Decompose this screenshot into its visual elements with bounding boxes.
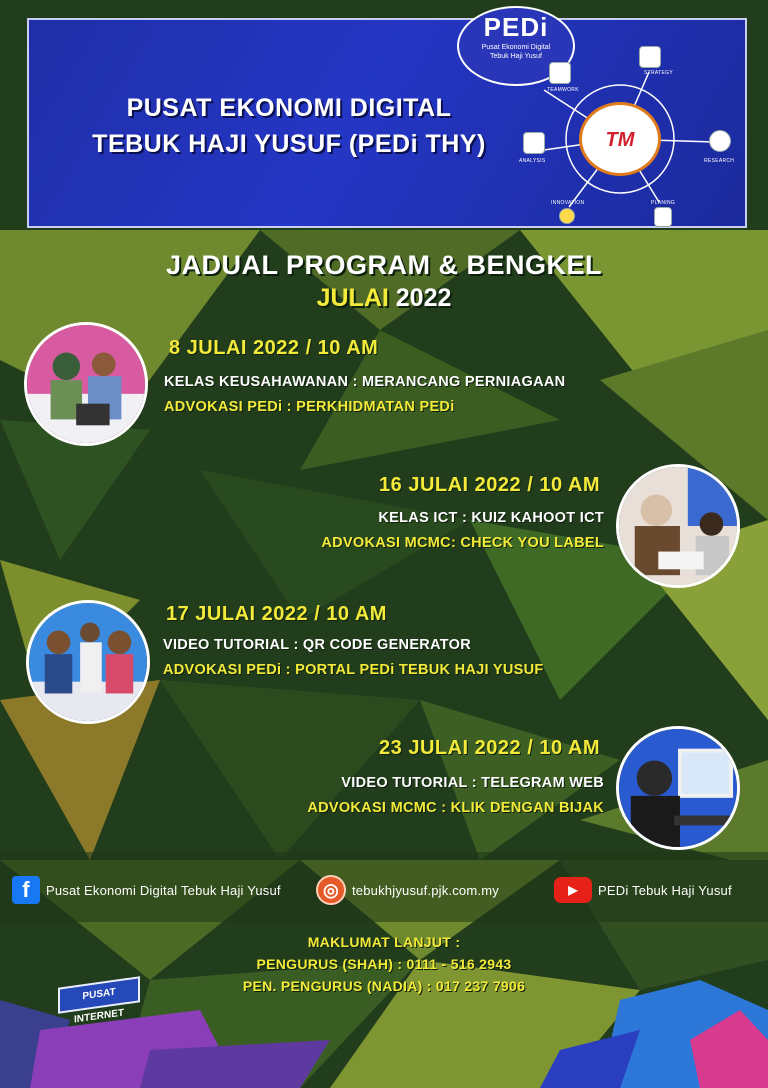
header-banner bbox=[27, 12, 747, 228]
teamwork-icon bbox=[549, 62, 571, 84]
contact-assistant: PEN. PENGURUS (NADIA) : 017 237 7906 bbox=[242, 978, 526, 994]
event-photo-1 bbox=[24, 322, 148, 446]
contact-heading: MAKLUMAT LANJUT : bbox=[307, 934, 461, 950]
youtube-label: PEDi Tebuk Haji Yusuf bbox=[598, 882, 732, 898]
schedule-month: JULAI bbox=[316, 284, 389, 312]
label-analysis: ANALYSIS bbox=[519, 158, 546, 164]
analysis-icon bbox=[523, 132, 545, 154]
logo-subtitle-2: Tebuk Haji Yusuf bbox=[489, 53, 542, 60]
business-hub-diagram bbox=[499, 42, 768, 232]
label-research: RESEARCH bbox=[704, 158, 735, 164]
event-title-3: VIDEO TUTORIAL : QR CODE GENERATOR bbox=[163, 637, 472, 653]
label-strategy: STRATEGY bbox=[644, 70, 673, 76]
logo-text: PEDi bbox=[483, 12, 549, 42]
schedule-subtitle bbox=[0, 284, 768, 313]
event-advocacy-3: ADVOKASI PEDi : PORTAL PEDi TEBUK HAJI YUSUF bbox=[163, 662, 544, 678]
facebook-icon: f bbox=[12, 876, 40, 904]
globe-icon: ◎ bbox=[316, 875, 346, 905]
website-link[interactable] bbox=[316, 870, 499, 910]
lightbulb-icon bbox=[559, 208, 575, 224]
banner-title-line-2: TEBUK HAJI YUSUF (PEDi THY) bbox=[92, 130, 486, 158]
tm-logo: TM bbox=[579, 102, 661, 176]
youtube-icon: ▶ bbox=[554, 877, 592, 903]
website-label: tebukhjyusuf.pjk.com.my bbox=[352, 882, 499, 898]
event-date-2: 16 JULAI 2022 / 10 AM bbox=[379, 474, 600, 496]
label-innovation: INNOVATION bbox=[551, 200, 585, 206]
logo-subtitle-1: Pusat Ekonomi Digital bbox=[481, 44, 551, 51]
event-photo-2 bbox=[616, 464, 740, 588]
checklist-icon bbox=[654, 207, 672, 227]
event-date-1: 8 JULAI 2022 / 10 AM bbox=[169, 337, 379, 359]
facebook-label: Pusat Ekonomi Digital Tebuk Haji Yusuf bbox=[46, 882, 281, 898]
event-title-1: KELAS KEUSAHAWANAN : MERANCANG PERNIAGAAN bbox=[164, 374, 566, 390]
schedule-year: 2022 bbox=[395, 284, 452, 312]
event-date-4: 23 JULAI 2022 / 10 AM bbox=[379, 737, 600, 759]
contact-manager: PENGURUS (SHAH) : 0111 - 516 2943 bbox=[256, 956, 512, 972]
event-date-3: 17 JULAI 2022 / 10 AM bbox=[166, 603, 387, 625]
banner-title-line-1: PUSAT EKONOMI DIGITAL bbox=[126, 94, 452, 122]
event-photo-4 bbox=[616, 726, 740, 850]
event-advocacy-2: ADVOKASI MCMC: CHECK YOU LABEL bbox=[321, 535, 604, 551]
magnifier-icon bbox=[709, 130, 731, 152]
event-title-4: VIDEO TUTORIAL : TELEGRAM WEB bbox=[341, 775, 604, 791]
label-planing: PLANING bbox=[651, 200, 676, 206]
label-teamwork: TEAMWORK bbox=[547, 87, 579, 93]
event-advocacy-4: ADVOKASI MCMC : KLIK DENGAN BIJAK bbox=[307, 800, 604, 816]
event-photo-3 bbox=[26, 600, 150, 724]
schedule-title: JADUAL PROGRAM & BENGKEL bbox=[165, 250, 603, 280]
banner-title bbox=[74, 90, 504, 162]
youtube-link[interactable] bbox=[554, 870, 732, 910]
pusat-internet-sign: PUSAT INTERNET bbox=[58, 976, 140, 1014]
facebook-link[interactable] bbox=[12, 870, 281, 910]
strategy-icon bbox=[639, 46, 661, 68]
event-title-2: KELAS ICT : KUIZ KAHOOT ICT bbox=[378, 510, 604, 526]
event-advocacy-1: ADVOKASI PEDi : PERKHIDMATAN PEDi bbox=[164, 399, 455, 415]
